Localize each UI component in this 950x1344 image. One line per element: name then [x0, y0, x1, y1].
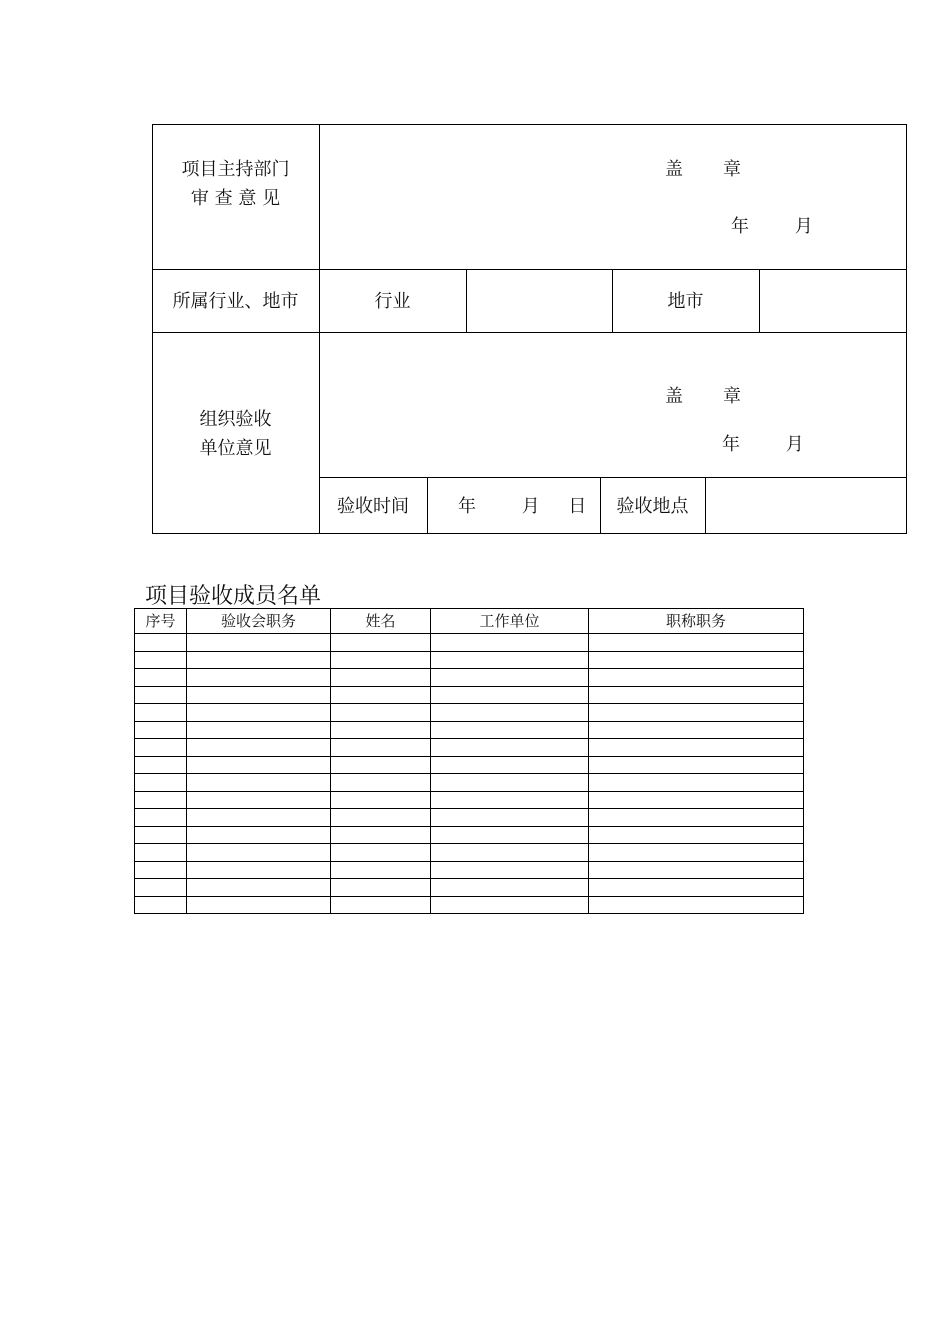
- table-cell[interactable]: [135, 774, 187, 792]
- table-row: [135, 861, 804, 879]
- table-cell[interactable]: [187, 756, 331, 774]
- table-row: [135, 791, 804, 809]
- table-cell[interactable]: [135, 704, 187, 722]
- table-cell[interactable]: [187, 669, 331, 687]
- table-cell[interactable]: [331, 686, 431, 704]
- table-cell[interactable]: [135, 634, 187, 652]
- table-cell[interactable]: [187, 774, 331, 792]
- roster-header-row: [135, 609, 804, 634]
- table-cell[interactable]: [331, 809, 431, 827]
- table-cell[interactable]: [135, 844, 187, 862]
- table-cell[interactable]: [187, 826, 331, 844]
- table-cell[interactable]: [431, 809, 589, 827]
- table-cell[interactable]: [187, 879, 331, 897]
- review-label-line1: 项目主持部门: [181, 159, 290, 180]
- table-cell[interactable]: [135, 809, 187, 827]
- table-cell[interactable]: [589, 651, 804, 669]
- review-date: 年 月: [731, 216, 813, 237]
- table-cell[interactable]: [135, 791, 187, 809]
- org-label-line2: 单位意见: [199, 438, 272, 459]
- table-cell[interactable]: [431, 896, 589, 914]
- table-cell[interactable]: [431, 826, 589, 844]
- table-cell[interactable]: [431, 721, 589, 739]
- table-cell[interactable]: [589, 861, 804, 879]
- table-row: [135, 826, 804, 844]
- table-row: [135, 809, 804, 827]
- form-label-divider: [319, 124, 320, 534]
- table-cell[interactable]: [589, 774, 804, 792]
- table-cell[interactable]: [331, 704, 431, 722]
- table-cell[interactable]: [589, 809, 804, 827]
- table-cell[interactable]: [589, 669, 804, 687]
- table-cell[interactable]: [187, 791, 331, 809]
- table-row: [135, 756, 804, 774]
- review-seal: 盖 章: [665, 159, 742, 180]
- time-divider-1: [427, 477, 428, 534]
- table-row: [135, 651, 804, 669]
- table-cell[interactable]: [135, 739, 187, 757]
- form-border-bottom: [152, 533, 907, 534]
- table-cell[interactable]: [431, 651, 589, 669]
- table-cell[interactable]: [431, 861, 589, 879]
- table-cell[interactable]: [187, 651, 331, 669]
- table-cell[interactable]: [331, 774, 431, 792]
- table-cell[interactable]: [135, 669, 187, 687]
- table-cell[interactable]: [331, 739, 431, 757]
- table-cell[interactable]: [431, 686, 589, 704]
- table-cell[interactable]: [187, 634, 331, 652]
- table-cell[interactable]: [589, 739, 804, 757]
- industry-field-label: 行业: [374, 291, 411, 312]
- table-cell[interactable]: [589, 756, 804, 774]
- org-label-line1: 组织验收: [199, 409, 272, 430]
- table-cell[interactable]: [331, 669, 431, 687]
- table-cell[interactable]: [331, 879, 431, 897]
- table-cell[interactable]: [431, 844, 589, 862]
- industry-label: 所属行业、地市: [172, 291, 299, 312]
- city-field-label: 地市: [667, 291, 704, 312]
- table-cell[interactable]: [331, 844, 431, 862]
- table-row: [135, 686, 804, 704]
- column-header-employer: 工作单位: [431, 609, 589, 634]
- table-row: [135, 844, 804, 862]
- table-cell[interactable]: [431, 669, 589, 687]
- table-cell[interactable]: [187, 861, 331, 879]
- table-cell[interactable]: [187, 704, 331, 722]
- table-cell[interactable]: [331, 651, 431, 669]
- table-cell[interactable]: [135, 721, 187, 739]
- table-cell[interactable]: [135, 686, 187, 704]
- table-row: [135, 721, 804, 739]
- table-cell[interactable]: [135, 879, 187, 897]
- table-cell[interactable]: [331, 634, 431, 652]
- table-cell[interactable]: [135, 861, 187, 879]
- table-row: [135, 879, 804, 897]
- city-value-cell[interactable]: [760, 270, 906, 332]
- time-value: 年 月 日: [458, 496, 587, 517]
- time-label: 验收时间: [337, 496, 409, 517]
- table-cell[interactable]: [135, 826, 187, 844]
- place-label: 验收地点: [616, 496, 689, 517]
- table-cell[interactable]: [187, 739, 331, 757]
- table-cell[interactable]: [187, 844, 331, 862]
- table-cell[interactable]: [187, 896, 331, 914]
- table-row: [135, 896, 804, 914]
- table-cell[interactable]: [331, 861, 431, 879]
- table-cell[interactable]: [331, 826, 431, 844]
- table-row: [135, 669, 804, 687]
- table-cell[interactable]: [431, 879, 589, 897]
- table-row: [135, 739, 804, 757]
- table-cell[interactable]: [135, 896, 187, 914]
- table-cell[interactable]: [135, 756, 187, 774]
- table-cell[interactable]: [589, 686, 804, 704]
- table-cell[interactable]: [135, 651, 187, 669]
- column-header-name: 姓名: [331, 609, 431, 634]
- org-seal: 盖 章: [665, 386, 742, 407]
- table-row: [135, 704, 804, 722]
- table-cell[interactable]: [589, 844, 804, 862]
- table-cell[interactable]: [431, 774, 589, 792]
- form-border-right: [906, 124, 907, 534]
- table-cell[interactable]: [331, 721, 431, 739]
- table-cell[interactable]: [187, 721, 331, 739]
- industry-value-cell[interactable]: [467, 270, 612, 332]
- table-cell[interactable]: [431, 756, 589, 774]
- org-date: 年 月: [722, 434, 804, 455]
- table-cell[interactable]: [589, 896, 804, 914]
- review-label-line2: 审 查 意 见: [190, 188, 281, 209]
- table-cell[interactable]: [589, 879, 804, 897]
- form-row-divider-2: [152, 332, 907, 333]
- table-cell[interactable]: [589, 791, 804, 809]
- table-cell[interactable]: [431, 791, 589, 809]
- table-cell[interactable]: [431, 739, 589, 757]
- roster-body: [135, 634, 804, 914]
- roster-title: 项目验收成员名单: [145, 584, 322, 609]
- column-header-role: 验收会职务: [187, 609, 331, 634]
- table-cell[interactable]: [589, 721, 804, 739]
- column-header-title: 职称职务: [589, 609, 804, 634]
- roster-table: [134, 608, 804, 914]
- table-cell[interactable]: [331, 756, 431, 774]
- table-cell[interactable]: [187, 809, 331, 827]
- form-border-top: [152, 124, 907, 125]
- table-cell[interactable]: [331, 791, 431, 809]
- table-cell[interactable]: [589, 704, 804, 722]
- table-cell[interactable]: [187, 686, 331, 704]
- table-cell[interactable]: [589, 826, 804, 844]
- table-cell[interactable]: [431, 704, 589, 722]
- table-cell[interactable]: [431, 634, 589, 652]
- table-row: [135, 774, 804, 792]
- place-value-cell[interactable]: [706, 478, 906, 533]
- table-cell[interactable]: [331, 896, 431, 914]
- table-cell[interactable]: [589, 634, 804, 652]
- form-border-left: [152, 124, 153, 534]
- column-header-index: 序号: [135, 609, 187, 634]
- table-row: [135, 634, 804, 652]
